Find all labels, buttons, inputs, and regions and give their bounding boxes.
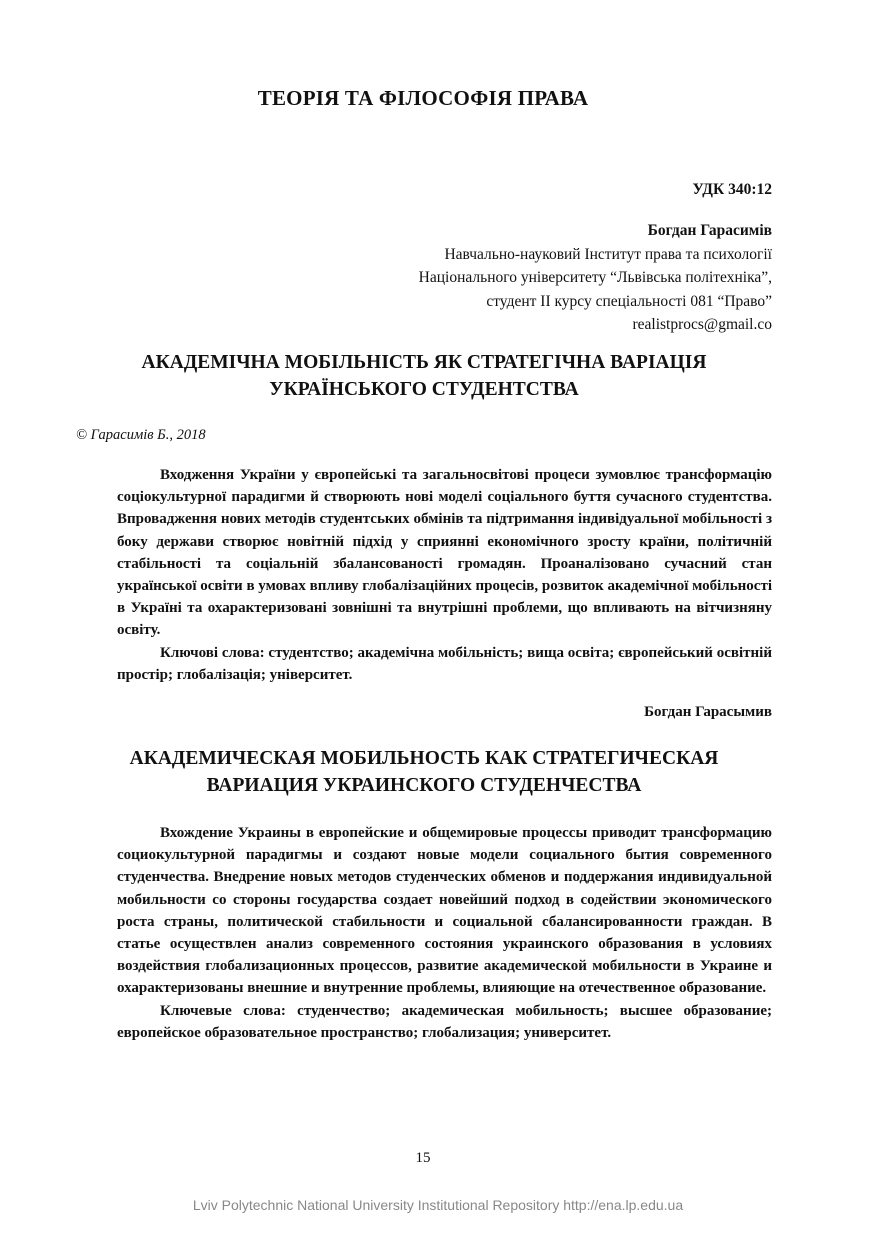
author-email: realistprocs@gmail.co	[632, 316, 772, 333]
abstract-ua	[117, 464, 772, 686]
article-title-ua-line2: УКРАЇНСЬКОГО СТУДЕНТСТВА	[269, 379, 579, 400]
abstract-ru-text: Вхождение Украины в европейские и общемировые процессы приводит трансформацию социокультурной парадигмы и создают новые модели социального бытия современного студенчества. Внедрение новых методов студенческих обменов и поддержания индивидуальной мобильности со стороны государства создает новейший подход в содействии экономического роста страны, политической стабильности и социальной сбалансированности граждан. В статье осуществлен анализ современного состояния украинского образования в условиях воздействия глобализационных процессов, развитие академической мобильности в Украине и охарактеризованы внешние и внутренние проблемы, влияющие на отечественное образование.	[117, 825, 772, 997]
author-affiliation-line1: Навчально-науковий Інститут права та психології	[444, 245, 772, 263]
author-status: студент ІІ курсу спеціальності 081 “Право”	[486, 292, 772, 310]
abstract-ua-text: Входження України у європейські та загальносвітові процеси зумовлює трансформацію соціокультурної парадигми й створюють нові моделі соціального буття сучасного студентства. Впровадження нових методів студентських обмінів та підтримання індивідуальної мобільності з боку держави створює новітній підхід у сприянні економічного зросту країни, політичній стабільності та соціальній збалансованості громадян. Проаналізовано сучасний стан української освіти в умовах впливу глобалізаційних процесів, розвиток академічної мобільності в Україні та охарактеризовані зовнішні та внутрішні проблеми, що впливають на вітчизняну освіту.	[117, 467, 772, 639]
copyright-note: © Гарасимів Б., 2018	[76, 427, 206, 443]
repository-footer: Lviv Polytechnic National University Institutional Repository http://ena.lp.edu.ua	[192, 1197, 684, 1213]
keywords-ru: Ключевые слова: студенчество; академическая мобильность; высшее образование; европейское образовательное пространство; глобализация; университет.	[117, 1002, 772, 1041]
abstract-ru	[117, 822, 772, 1044]
section-title: ТЕОРІЯ ТА ФІЛОСОФІЯ ПРАВА	[257, 86, 589, 110]
author-info-ua	[419, 219, 772, 337]
author-affiliation-line2: Національного університету “Львівська політехніка”,	[418, 269, 772, 286]
udk-code: УДК 340:12	[692, 181, 772, 198]
article-title-ru-line2: ВАРИАЦИЯ УКРАИНСКОГО СТУДЕНЧЕСТВА	[206, 775, 642, 796]
author-name-ru: Богдан Гарасымив	[644, 704, 772, 720]
article-title-ru	[100, 745, 748, 799]
article-title-ua-line1: АКАДЕМІЧНА МОБІЛЬНІСТЬ ЯК СТРАТЕГІЧНА ВАРІАЦІЯ	[141, 352, 707, 373]
article-title-ua	[100, 349, 748, 403]
article-title-ru-line1: АКАДЕМИЧЕСКАЯ МОБИЛЬНОСТЬ КАК СТРАТЕГИЧЕСКАЯ	[129, 748, 719, 769]
page-number: 15	[415, 1150, 431, 1166]
author-name-ua: Богдан Гарасимів	[647, 222, 772, 239]
keywords-ua: Ключові слова: студентство; академічна мобільність; вища освіта; європейський освітній простір; глобалізація; університет.	[117, 644, 772, 683]
